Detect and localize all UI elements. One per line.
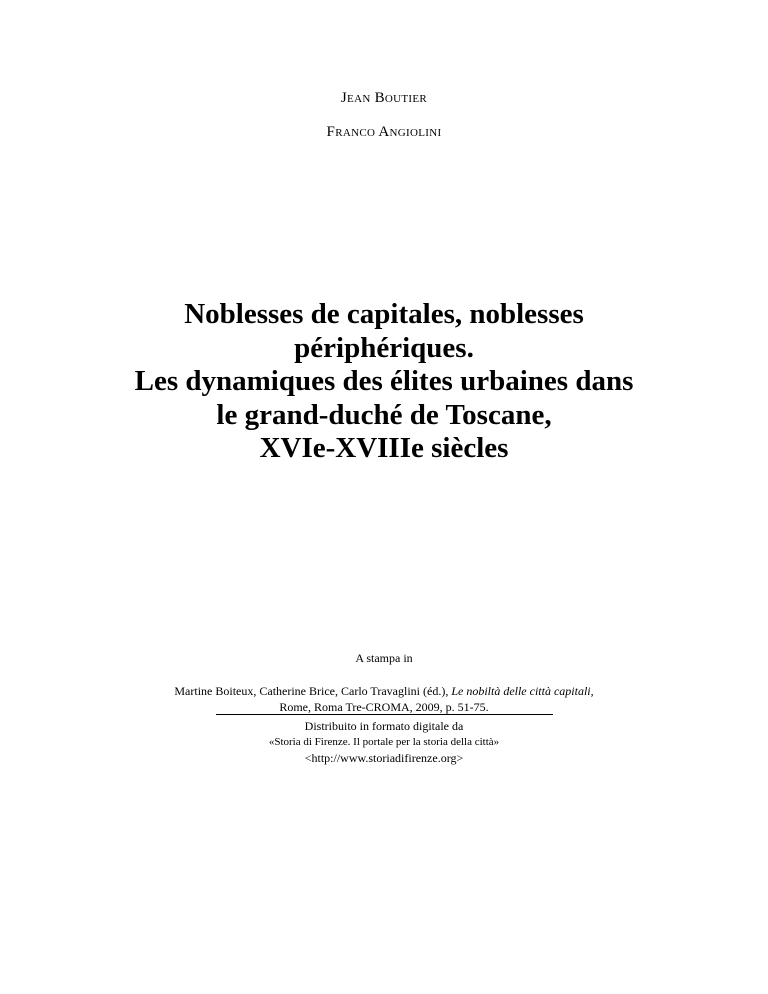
title-line: Noblesses de capitales, noblesses <box>184 298 584 330</box>
distribution-note <box>0 718 768 766</box>
citation <box>0 683 768 715</box>
portal-name: «Storia di Firenze. Il portale per la storia della città» <box>268 736 500 748</box>
distribution-label: Distribuito in formato digitale da <box>304 719 464 733</box>
citation-separator: , <box>590 684 594 698</box>
document-title <box>84 298 684 466</box>
divider <box>216 714 553 715</box>
author-name: Franco Angiolini <box>326 124 442 140</box>
citation-editors: Martine Boiteux, Catherine Brice, Carlo Travaglini (éd.), <box>174 684 452 698</box>
citation-line-1 <box>0 683 768 699</box>
title-line: le grand-duché de Toscane, <box>216 398 552 431</box>
title-line: périphériques. <box>294 331 474 364</box>
title-line: Les dynamiques des élites urbaines dans <box>134 365 634 397</box>
title-line: XVIe-XVIIIe siècles <box>259 432 509 464</box>
citation-details: Rome, Roma Tre-CROMA, 2009, p. 51-75. <box>279 700 489 714</box>
print-source-label: A stampa in <box>355 651 413 665</box>
author-name: Jean Boutier <box>340 90 428 106</box>
citation-book-title: Le nobiltà delle città capitali <box>451 684 591 698</box>
portal-url[interactable]: <http://www.storiadifirenze.org> <box>304 751 464 765</box>
